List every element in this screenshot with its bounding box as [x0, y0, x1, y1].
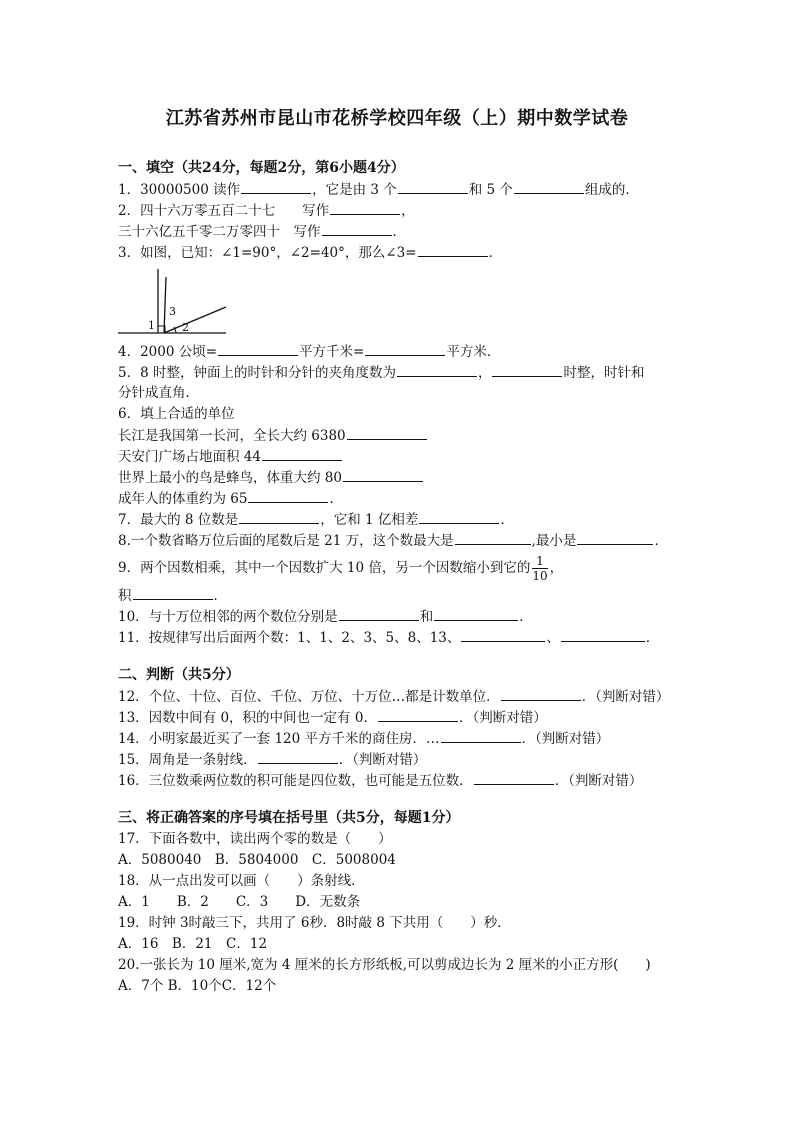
- question-14: 14．小明家最近买了一套 120 平方千米的商住房．… ．（判断对错）: [118, 728, 688, 749]
- answer-blank[interactable]: [239, 509, 319, 524]
- question-19: 19．时钟 3时敲三下，共用了 6秒．8时敲 8 下共用（ ）秒．: [118, 915, 511, 931]
- question-6-item: 成年人的体重约为 65 ．: [118, 488, 688, 509]
- question-5: 5．8 时整，钟面上的时针和分针的夹角度数为 ， 时整，时针和: [118, 362, 688, 383]
- answer-blank[interactable]: [378, 707, 458, 722]
- angle-figure: [118, 263, 238, 341]
- question-5-cont: 分针成直角．: [118, 385, 199, 401]
- answer-blank[interactable]: [561, 627, 645, 642]
- section1-heading: 一、填空（共24分，每题2分，第6小题4分）: [118, 160, 405, 176]
- question-17-options: A．5080040 B．5804000 C．5008004: [118, 852, 396, 868]
- question-20-options: A．7个 B．10个C．12个: [118, 978, 277, 994]
- question-18: 18．从一点出发可以画（ ）条射线．: [118, 873, 365, 889]
- answer-blank[interactable]: [241, 179, 311, 194]
- answer-blank[interactable]: [461, 627, 545, 642]
- question-12: 12．个位、十位、百位、千位、万位、十万位…都是计数单位． ．（判断对错）: [118, 686, 688, 707]
- question-6-item: 长江是我国第一长河，全长大约 6380: [118, 425, 688, 446]
- question-6-item: 世界上最小的鸟是蜂鸟，体重大约 80: [118, 467, 688, 488]
- answer-blank[interactable]: [343, 467, 423, 482]
- question-9-cont: 积 ．: [118, 585, 688, 606]
- question-15: 15．周角是一条射线． ．（判断对错）: [118, 749, 688, 770]
- answer-blank[interactable]: [434, 606, 518, 621]
- question-8: 8.一个数省略万位后面的尾数后是 21 万，这个数最大是 ,最小是 ．: [118, 530, 688, 551]
- question-9: 9．两个因数相乘，其中一个因数扩大 10 倍，另一个因数缩小到它的 $\frac{1}{10}$ ，: [118, 554, 564, 583]
- answer-blank[interactable]: [339, 606, 419, 621]
- question-6-item: 天安门广场占地面积 44: [118, 446, 688, 467]
- question-2b: 三十六亿五千零二万零四十 写作 ．: [118, 221, 688, 242]
- answer-blank[interactable]: [398, 179, 468, 194]
- angle-label-1: 1: [148, 319, 155, 332]
- answer-blank[interactable]: [347, 425, 427, 440]
- answer-blank[interactable]: [577, 530, 653, 545]
- answer-blank[interactable]: [514, 179, 584, 194]
- question-6: 6．填上合适的单位: [118, 406, 235, 422]
- answer-blank[interactable]: [322, 221, 392, 236]
- answer-blank[interactable]: [248, 488, 328, 503]
- answer-blank[interactable]: [262, 446, 342, 461]
- question-4: 4．2000 公顷= 平方千米= 平方米．: [118, 341, 688, 362]
- page-title: 江苏省苏州市昆山市花桥学校四年级（上）期中数学试卷: [165, 108, 629, 129]
- answer-blank[interactable]: [419, 509, 499, 524]
- answer-blank[interactable]: [441, 728, 521, 743]
- question-7: 7．最大的 8 位数是 ，它和 1 亿相差 ．: [118, 509, 688, 530]
- answer-blank[interactable]: [455, 530, 531, 545]
- question-11: 11．按规律写出后面两个数：1、1、2、3、5、8、13、 、 ．: [118, 627, 688, 648]
- answer-blank[interactable]: [418, 242, 488, 257]
- answer-blank[interactable]: [133, 585, 213, 600]
- question-17: 17．下面各数中，读出两个零的数是（ ）: [118, 831, 392, 847]
- answer-blank[interactable]: [501, 686, 581, 701]
- answer-blank[interactable]: [365, 341, 445, 356]
- question-16: 16．三位数乘两位数的积可能是四位数，也可能是五位数． ．（判断对错）: [118, 770, 688, 791]
- question-13: 13．因数中间有 0，积的中间也一定有 0． ．（判断对错）: [118, 707, 688, 728]
- question-20: 20.一张长为 10 厘米,宽为 4 厘米的长方形纸板,可以剪成边长为 2 厘米的小正方形( ): [118, 957, 651, 973]
- question-19-options: A．16 B．21 C．12: [118, 936, 268, 952]
- angle-diagram: [118, 263, 238, 341]
- question-2: 2．四十六万零五百二十七 写作 ，: [118, 200, 688, 221]
- fraction: $\frac{1}{10}$: [532, 554, 548, 583]
- answer-blank[interactable]: [397, 362, 477, 377]
- question-10: 10．与十万位相邻的两个数位分别是 和 ．: [118, 606, 688, 627]
- answer-blank[interactable]: [218, 341, 298, 356]
- angle-label-2: 2: [182, 321, 189, 334]
- ray-3: [164, 277, 166, 333]
- answer-blank[interactable]: [258, 749, 338, 764]
- question-3: 3．如图，已知：∠1=90°，∠2=40°，那么∠3= ．: [118, 242, 688, 263]
- answer-blank[interactable]: [474, 770, 554, 785]
- question-18-options: A．1 B．2 C．3 D．无数条: [118, 894, 361, 910]
- angle-label-3: 3: [169, 305, 176, 318]
- section3-heading: 三、将正确答案的序号填在括号里（共5分，每题1分）: [118, 810, 460, 826]
- section2-heading: 二、判断（共5分）: [118, 667, 240, 683]
- question-1: 1．30000500 读作 ，它是由 3 个 和 5 个 组成的．: [118, 179, 688, 200]
- answer-blank[interactable]: [492, 362, 562, 377]
- exam-content: [118, 158, 688, 997]
- answer-blank[interactable]: [330, 200, 400, 215]
